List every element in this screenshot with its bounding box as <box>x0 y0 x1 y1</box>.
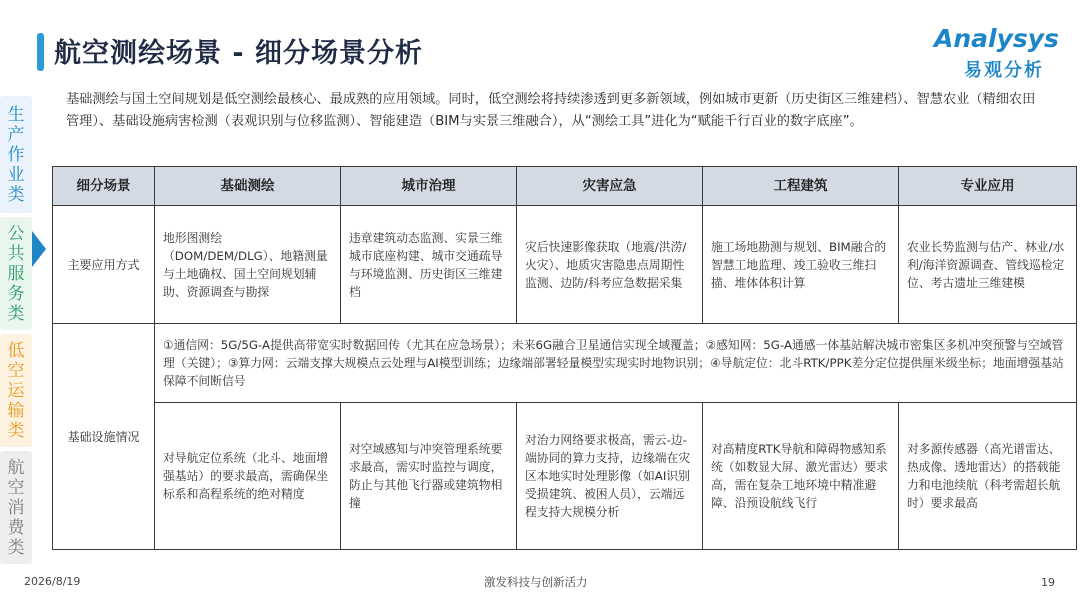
table-cell: 施工场地勘测与规划、BIM融合的智慧工地监理、竣工验收三维扫描、堆体体积计算 <box>703 206 899 324</box>
side-tab-char: 消 <box>7 497 25 518</box>
table-cell: 对治力网络要求极高，需云-边-端协同的算力支持，边缘端在灾区本地实时处理影像（如AI识别受损建筑、被困人员），云端远程支持大规模分析 <box>517 403 703 550</box>
column-header: 细分场景 <box>53 167 155 206</box>
side-tab-char: 航 <box>7 457 25 478</box>
side-tab-char: 作 <box>7 144 25 165</box>
side-tab-char: 类 <box>7 420 25 441</box>
table-cell: 农业长势监测与估产、林业/水利/海洋资源调查、管线巡检定位、考古遗址三维建模 <box>899 206 1077 324</box>
footer-slogan: 激发科技与创新活力 <box>484 575 588 589</box>
table-row-applications <box>53 206 1077 324</box>
side-tab-char: 运 <box>7 380 25 401</box>
side-tab-char: 空 <box>7 360 25 381</box>
side-tab-char: 低 <box>7 340 25 361</box>
table-row-infrastructure-requirements <box>53 403 1077 550</box>
side-tab-char: 生 <box>7 104 25 125</box>
table-row-infrastructure-network <box>53 324 1077 403</box>
side-tab-char: 务 <box>7 283 25 304</box>
active-tab-arrow-icon <box>32 231 46 267</box>
side-tab-char: 类 <box>7 303 25 324</box>
side-tab-char: 类 <box>7 537 25 558</box>
side-tab-char: 共 <box>7 243 25 264</box>
table-cell: 违章建筑动态监测、实景三维城市底座构建、城市交通疏导与环境监测、历史街区三维建档 <box>341 206 517 324</box>
footer-date: 2026/8/19 <box>24 575 81 588</box>
side-tab-production[interactable] <box>0 96 32 213</box>
row-label: 主要应用方式 <box>53 206 155 324</box>
table-cell: 对多源传感器（高光谱雷达、热成像、透地雷达）的搭载能力和电池续航（科考需超长航时）要求最高 <box>899 403 1077 550</box>
intro-paragraph: 基础测绘与国土空间规划是低空测绘最核心、最成熟的应用领域。同时，低空测绘将持续渗透到更多新领域，例如城市更新（历史街区三维建档）、智慧农业（精细农田管理）、基础设施病害检测（表观识别与位移监测）、智能建造（BIM与实景三维融合），从“测绘工具”进化为“赋能千行百业的数字底座”。 <box>66 92 1036 129</box>
side-tab-char: 类 <box>7 184 25 205</box>
side-tab-aviation-consumer[interactable] <box>0 451 32 564</box>
table-cell: 对高精度RTK导航和障碍物感知系统（如数显大屏、激光雷达）要求高，需在复杂工地环境中精准避障、沿预设航线飞行 <box>703 403 899 550</box>
title-accent-bar <box>37 33 44 71</box>
row-label: 基础设施情况 <box>53 324 155 550</box>
side-tab-public-service[interactable] <box>0 217 32 330</box>
side-tab-char: 服 <box>7 263 25 284</box>
side-tab-char: 业 <box>7 164 25 185</box>
analysys-logo <box>934 24 1059 84</box>
side-tab-char: 产 <box>7 124 25 145</box>
side-tab-low-altitude-transport[interactable] <box>0 334 32 447</box>
page-title: 航空测绘场景 - 细分场景分析 <box>54 38 424 69</box>
column-header: 城市治理 <box>341 167 517 206</box>
table-cell: 地形图测绘（DOM/DEM/DLG）、地籍测量与土地确权、国土空间规划辅助、资源调查与勘探 <box>155 206 341 324</box>
column-header: 基础测绘 <box>155 167 341 206</box>
side-tab-char: 公 <box>7 223 25 244</box>
side-tab-char: 空 <box>7 477 25 498</box>
table-cell: 对导航定位系统（北斗、地面增强基站）的要求最高，需确保坐标系和高程系统的绝对精度 <box>155 403 341 550</box>
side-tab-char: 费 <box>7 517 25 538</box>
column-header: 灾害应急 <box>517 167 703 206</box>
table-header-row <box>53 167 1077 206</box>
side-tab-char: 输 <box>7 400 25 421</box>
page-number: 19 <box>1041 576 1055 589</box>
scenario-analysis-table <box>52 166 1077 550</box>
table-cell: 灾后快速影像获取（地震/洪涝/火灾）、地质灾害隐患点周期性监测、边防/科考应急数据采集 <box>517 206 703 324</box>
column-header: 专业应用 <box>899 167 1077 206</box>
table-cell: 对空域感知与冲突管理系统要求最高，需实时监控与调度，防止与其他飞行器或建筑物相撞 <box>341 403 517 550</box>
column-header: 工程建筑 <box>703 167 899 206</box>
logo-chinese-name: 易观分析 <box>964 60 1044 81</box>
network-summary-cell: ①通信网：5G/5G-A提供高带宽实时数据回传（尤其在应急场景）；未来6G融合卫星通信实现全域覆盖；②感知网：5G-A通感一体基站解决城市密集区多机冲突预警与空域管理（关键）；③算力网：云端支撑大规模点云处理与AI模型训练；边缘端部署轻量模型实现实时地物识别；④导航定位：北斗RTK/PPK差分定位提供厘米级坐标；地面增强基站保障不间断信号 <box>155 324 1077 403</box>
logo-wordmark: Analysys <box>934 24 1059 53</box>
